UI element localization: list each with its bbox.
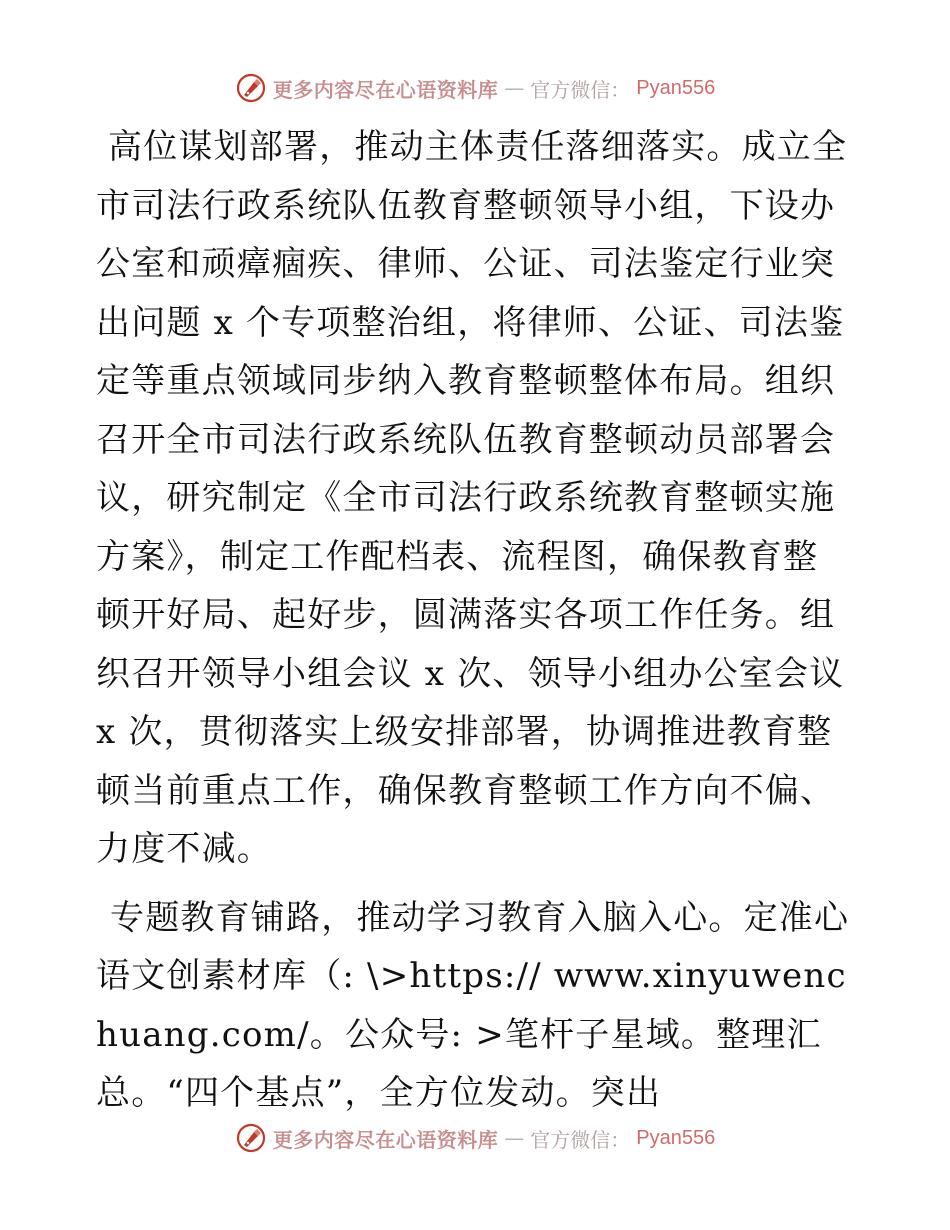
paragraph-responsibility: 高位谋划部署，推动主体责任落细落实。成立全市司法行政系统队伍教育整顿领导小组，下设办公室和顽瘴痼疾、律师、公证、司法鉴定行业突出问题 x 个专项整治组，将律师、公证、司法鉴定等重点领域同步纳入教育整顿整体布局。组织召开全市司法行政系统队伍教育整顿动员部署会议，研究制定《全市司法行政系统教育整顿实施方案》，制定工作配档表、流程图，确保教育整顿开好局、起好步，圆满落实各项工作任务。组织召开领导小组会议 x 次、领导小组办公室会议 x 次，贯彻落实上级安排部署，协调推进教育整顿当前重点工作，确保教育整顿工作方向不偏、力度不减。 — [96, 127, 848, 869]
watermark-wechat-id: Pyan556 — [636, 1126, 716, 1149]
watermark-dash: — — [504, 1126, 525, 1150]
watermark-wechat-id: Pyan556 — [636, 76, 716, 99]
document-body — [96, 118, 852, 1133]
watermark-dash: — — [504, 76, 525, 100]
watermark-wechat-label: 官方微信： — [530, 1127, 631, 1152]
paragraph-education: 专题教育铺路，推动学习教育入脑入心。定准心语文创素材库（: \>https:// www.xinyuwenchuang.com/。公众号: >笔杆子星域。整理汇总。“四个基点”，全方位发动。突出 — [96, 897, 850, 1113]
header-watermark — [0, 72, 950, 104]
watermark-wechat-label: 官方微信： — [530, 77, 631, 102]
watermark-site-text: 更多内容尽在心语资料库 — [272, 77, 499, 102]
pen-nib-logo-icon — [235, 72, 267, 104]
watermark-site-text: 更多内容尽在心语资料库 — [272, 1127, 499, 1152]
pen-nib-logo-icon — [235, 1122, 267, 1154]
footer-watermark — [0, 1122, 950, 1154]
